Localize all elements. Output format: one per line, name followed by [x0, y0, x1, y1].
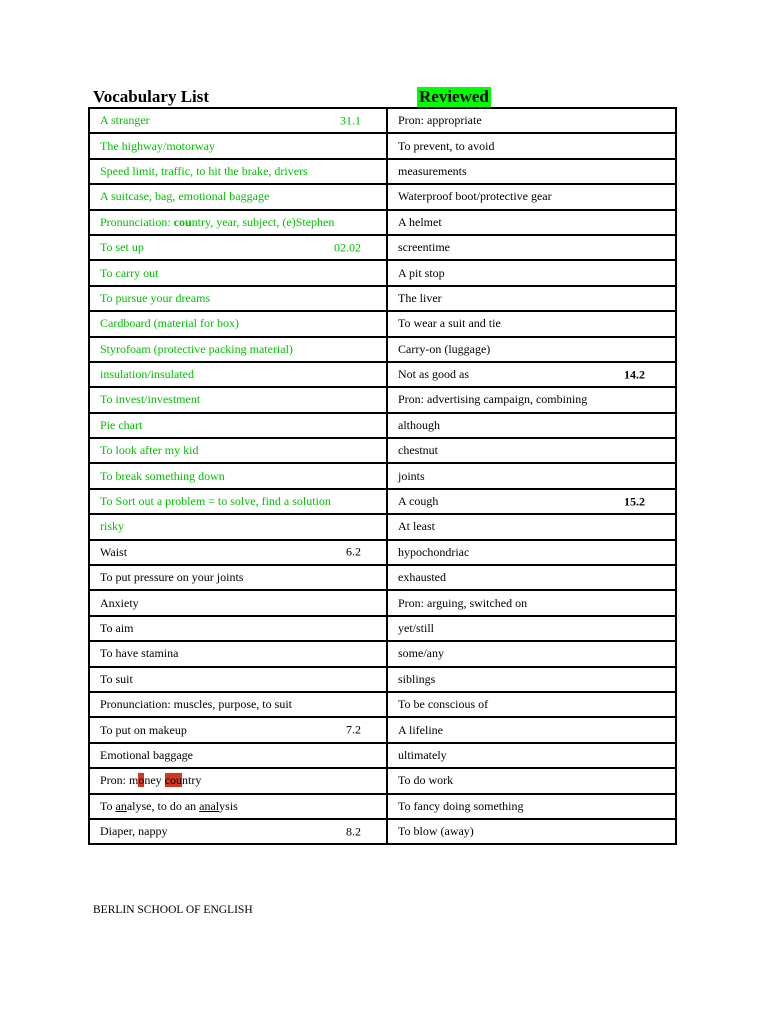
vocab-left-cell [89, 692, 387, 717]
table-row [89, 362, 676, 387]
vocab-right-cell [387, 286, 676, 311]
vocab-right-cell [387, 717, 676, 742]
vocab-right-cell [387, 235, 676, 260]
vocab-term: Cardboard (material for box) [100, 316, 239, 331]
vocab-right-cell [387, 413, 676, 438]
table-row [89, 540, 676, 565]
table-row [89, 743, 676, 768]
text-part: alyse, to do an [126, 798, 200, 813]
vocab-right-cell [387, 311, 676, 336]
stress-highlight: cou [164, 773, 182, 788]
lesson-ref: 14.2 [624, 367, 645, 382]
vocab-term: To have stamina [100, 646, 179, 661]
vocab-term: To blow (away) [398, 824, 474, 839]
stress-underline: anal [199, 798, 220, 813]
vocab-left-cell [89, 184, 387, 209]
vocabulary-table [88, 107, 677, 845]
lesson-ref: 15.2 [624, 494, 645, 509]
vocab-right-cell [387, 489, 676, 514]
vocab-right-cell [387, 210, 676, 235]
vocab-term: Pron: appropriate [398, 113, 482, 128]
vocab-term: A stranger [100, 113, 150, 128]
table-row [89, 184, 676, 209]
lesson-ref: 7.2 [346, 722, 361, 737]
lesson-ref: 31.1 [340, 113, 361, 128]
vocab-left-cell [89, 717, 387, 742]
vocab-left-cell [89, 743, 387, 768]
vocab-right-cell [387, 438, 676, 463]
vocab-right-cell [387, 768, 676, 793]
table-row [89, 337, 676, 362]
table-row [89, 260, 676, 285]
vocab-right-cell [387, 692, 676, 717]
vocab-right-cell [387, 387, 676, 412]
vocab-term: screentime [398, 240, 450, 255]
table-row [89, 667, 676, 692]
vocab-term: To put pressure on your joints [100, 570, 244, 585]
vocab-left-cell [89, 794, 387, 819]
vocab-left-cell [89, 210, 387, 235]
vocab-term: Pronunciation: muscles, purpose, to suit [100, 697, 292, 712]
vocab-right-cell [387, 667, 676, 692]
table-row [89, 717, 676, 742]
vocab-term: Not as good as [398, 367, 469, 382]
vocab-term: To set up [100, 240, 144, 255]
vocab-left-cell [89, 133, 387, 158]
vocab-left-cell [89, 337, 387, 362]
vocab-term: Waterproof boot/protective gear [398, 189, 552, 204]
vocab-term: insulation/insulated [100, 367, 194, 382]
vocab-term: To be conscious of [398, 697, 489, 712]
table-row [89, 768, 676, 793]
lesson-ref: 6.2 [346, 544, 361, 559]
vocab-term [100, 799, 238, 814]
vocab-term: Diaper, nappy [100, 824, 168, 839]
vocab-term: Styrofoam (protective packing material) [100, 341, 293, 356]
vocab-term: To fancy doing something [398, 798, 524, 813]
vocab-term: To suit [100, 671, 133, 686]
vocab-term: although [398, 417, 440, 432]
vocab-term: To carry out [100, 265, 159, 280]
vocab-term: siblings [398, 671, 436, 686]
vocab-left-cell [89, 413, 387, 438]
vocab-right-cell [387, 108, 676, 133]
vocab-term: yet/still [398, 621, 434, 635]
vocab-left-cell [89, 667, 387, 692]
vocab-left-cell [89, 565, 387, 590]
table-row [89, 286, 676, 311]
vocab-term: To wear a suit and tie [398, 316, 501, 331]
vocab-term: A suitcase, bag, emotional baggage [100, 189, 270, 204]
vocab-right-cell [387, 260, 676, 285]
lesson-ref: 02.02 [334, 240, 361, 255]
vocab-term: A cough [398, 494, 439, 509]
vocab-left-cell [89, 463, 387, 488]
reviewed-badge: Reviewed [419, 87, 489, 106]
vocab-term: Carry-on (luggage) [398, 341, 491, 356]
vocab-left-cell [89, 641, 387, 666]
table-row [89, 565, 676, 590]
vocab-left-cell [89, 311, 387, 336]
vocab-left-cell [89, 540, 387, 565]
vocab-term: exhausted [398, 570, 446, 585]
vocab-term: To break something down [100, 468, 225, 483]
text-part: ysis [219, 798, 238, 813]
vocab-term: A pit stop [398, 265, 445, 280]
vocab-term: Pron: arguing, switched on [398, 595, 528, 610]
vocab-right-cell [387, 794, 676, 819]
vocab-term: To prevent, to avoid [398, 138, 495, 153]
vocab-left-cell [89, 387, 387, 412]
page-title: Vocabulary List [93, 87, 210, 106]
vocab-right-cell [387, 184, 676, 209]
text-part: ntry, year, subject, (e)Stephen [191, 214, 335, 229]
vocab-right-cell [387, 463, 676, 488]
vocab-left-cell [89, 819, 387, 844]
vocab-right-cell [387, 641, 676, 666]
text-part: To [100, 798, 116, 813]
vocab-term [100, 773, 201, 788]
vocab-left-cell [89, 768, 387, 793]
vocab-left-cell [89, 590, 387, 615]
vocab-term: Pron: advertising campaign, combining [398, 392, 588, 407]
table-row [89, 794, 676, 819]
table-row [89, 692, 676, 717]
vocab-right-cell [387, 540, 676, 565]
vocab-term: ultimately [398, 747, 447, 762]
vocab-left-cell [89, 159, 387, 184]
vocab-left-cell [89, 514, 387, 539]
table-row [89, 413, 676, 438]
vocab-term: Anxiety [100, 595, 139, 610]
vocab-term: To invest/investment [100, 392, 201, 407]
vocab-term: To put on makeup [100, 722, 187, 737]
vocab-term: To look after my kid [100, 443, 199, 458]
table-row [89, 210, 676, 235]
vocab-right-cell [387, 133, 676, 158]
bold-stress: cou [173, 214, 192, 229]
vocab-right-cell [387, 616, 676, 641]
vocab-term: measurements [398, 163, 467, 178]
vocab-term: The highway/motorway [100, 138, 215, 153]
text-part: ney [144, 773, 165, 788]
vocab-right-cell [387, 362, 676, 387]
vocab-term: To pursue your dreams [100, 290, 211, 305]
text-part: Pron: m [100, 773, 139, 788]
table-row [89, 514, 676, 539]
vocab-term: To Sort out a problem = to solve, find a solution [100, 494, 331, 509]
table-row [89, 133, 676, 158]
vocab-term: risky [100, 519, 124, 534]
vocab-term: To do work [398, 773, 454, 788]
vocab-right-cell [387, 819, 676, 844]
vocab-right-cell [387, 514, 676, 539]
vocab-term [100, 215, 334, 230]
vocab-left-cell [89, 616, 387, 641]
stress-highlight: o [138, 773, 145, 788]
vocab-term: hypochondriac [398, 544, 470, 559]
vocab-right-cell [387, 159, 676, 184]
vocab-term: Waist [100, 544, 128, 559]
vocab-left-cell [89, 489, 387, 514]
footer-school-name: BERLIN SCHOOL OF ENGLISH [93, 904, 253, 916]
table-row [89, 616, 676, 641]
vocab-left-cell [89, 260, 387, 285]
text-part: ntry [182, 773, 202, 788]
vocab-term: Speed limit, traffic, to hit the brake, drivers [100, 163, 308, 178]
table-row [89, 438, 676, 463]
table-row [89, 489, 676, 514]
vocab-right-cell [387, 565, 676, 590]
table-row [89, 463, 676, 488]
vocab-right-cell [387, 337, 676, 362]
vocab-left-cell [89, 362, 387, 387]
vocab-term: A lifeline [398, 722, 443, 737]
vocab-left-cell [89, 438, 387, 463]
text-part: Pronunciation: [100, 214, 174, 229]
vocab-term: A helmet [398, 214, 442, 229]
vocab-term: chestnut [398, 443, 438, 458]
table-row [89, 819, 676, 844]
vocab-term: To aim [100, 621, 134, 635]
vocab-left-cell [89, 235, 387, 260]
vocab-term: joints [398, 468, 425, 483]
vocab-term: some/any [398, 646, 444, 661]
lesson-ref: 8.2 [346, 824, 361, 839]
table-row [89, 387, 676, 412]
table-row [89, 641, 676, 666]
table-row [89, 590, 676, 615]
vocab-right-cell [387, 590, 676, 615]
vocab-left-cell [89, 286, 387, 311]
vocab-left-cell [89, 108, 387, 133]
vocab-right-cell [387, 743, 676, 768]
stress-underline: an [115, 798, 127, 813]
vocab-term: Emotional baggage [100, 747, 193, 762]
vocab-term: At least [398, 519, 435, 534]
table-row [89, 235, 676, 260]
vocab-term: The liver [398, 290, 442, 305]
table-row [89, 159, 676, 184]
vocab-term: Pie chart [100, 417, 143, 432]
table-row [89, 108, 676, 133]
table-row [89, 311, 676, 336]
